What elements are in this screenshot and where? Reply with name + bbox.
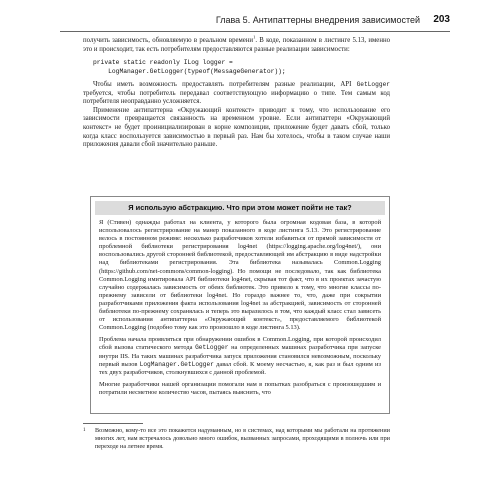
running-header <box>60 15 450 29</box>
paragraph-3: Применение антипаттерна «Окружающий контекст» приводит к тому, что использование его зависимости превращается связанность на временном уровне. Если антипаттерн «Окружающий контекст» не будет проинициализирован в корне композиции, приложение будет давать сбой, только когда класс воспользуется зависимостью в первый раз. Нам бы хотелось, чтобы в таком случае наши приложения давали сбой значительно раньше. <box>83 106 390 149</box>
sidebar-title-bar <box>95 201 385 215</box>
footnote-text: Возможно, кому-то все это покажется надуманным, но в системах, над которыми мы работали на протяжении многих лет, нам встречалось довольно много ошибок, вызванных запросами, проходящими в полночь или при переходе на летнее время. <box>95 427 390 450</box>
paragraph-1: получить зависимость, обновляемую в реальном времени$^1$. В коде, показанном в листинге 5.13, именно это и происходит, так есть потребителям предоставляются разные реализации зависимости: <box>83 34 390 53</box>
sidebar-paragraph-1: Я (Стивен) однажды работал на клиента, у которого была огромная кодовая база, в которой использовалось регистрирование на манер показанного в коде листинга 5.13. Это регистрирование велось в постоянном режиме: несколько разработчиков хотели избавиться от прямой зависимости от проблемной библиотеки регистрирования log4net (https://logging.apache.org/log4net/), они воспользовались другой сторонней библиотекой, предоставляющей им абстракцию в виде надстройки над библиотеками регистрирования. Эта библиотека называлась Common.Logging (https://github.com/net-commons/common-logging). Но помощи не последовало, так как библиотека Common.Logging имитировала API библиотеки log4net, скрывая тот факт, что в их проектах зачастую случайно содержалась зависимость от обеих библиотек. Это привело к тому, что многие классы по-прежнему зависели от библиотеки log4net. Но гораздо важнее то, что, даже при сокрытии разработчиками приложения факта использования log4net за абстракцией, зависимость от сторонней библиотеки по-прежнему сохранялась и теперь это выразилось в том, что каждый класс стал зависеть от использования антипаттерна «Окружающий контекст», предоставляемого библиотекой Common.Logging (подобно тому как это произошло в коде листинга 5.13). <box>99 219 381 332</box>
sidebar-paragraph-2: Проблема начала проявляться при обнаружении ошибок в Common.Logging, при которой происходил сбой вызова статического метода GetLogger на определенных машинах разработчика при запуске внутри IIS. На таких машинах разработчика запуск приложения становился невозможным, поскольку первый вызов LogManager.GetLogger давал сбой. К моему несчастью, я, как раз и был одним из тех двух разработчиков, столкнувшихся с данной проблемой. <box>99 336 381 376</box>
footnote <box>83 427 390 451</box>
inline-code: GetLogger <box>356 81 390 88</box>
chapter-title: Глава 5. Антипаттерны внедрения зависимостей <box>215 15 420 25</box>
header-rule <box>60 31 450 32</box>
footnote-mark: 1 <box>83 428 86 433</box>
sidebar-body <box>99 219 381 401</box>
sidebar-title: Я использую абстракцию. Что при этом может пойти не так? <box>128 203 352 212</box>
sidebar-box <box>90 196 390 414</box>
inline-code: GetLogger <box>195 344 229 352</box>
main-text <box>83 34 390 150</box>
code-listing: private static readonly ILog logger = LogManager.GetLogger(typeof(MessageGenerator)); <box>93 59 286 75</box>
footnote-rule <box>83 423 143 424</box>
inline-code: LogManager.GetLogger <box>139 360 214 368</box>
page-number: 203 <box>433 14 450 25</box>
sidebar-paragraph-3: Многие разработчики нашей организации помогали нам в попытках разобраться с произошедшим и потратили несметное количество часов, пытаясь выяснить, что <box>99 380 381 396</box>
paragraph-2: Чтобы иметь возможность предоставлять потребителям разные реализации, API GetLogger требуется, чтобы потребитель передавал соответствующую информацию о типе. Тем самым код потребителя неоправданно усложняется. <box>83 81 390 106</box>
footnote-ref[interactable]: 1 <box>253 34 256 40</box>
